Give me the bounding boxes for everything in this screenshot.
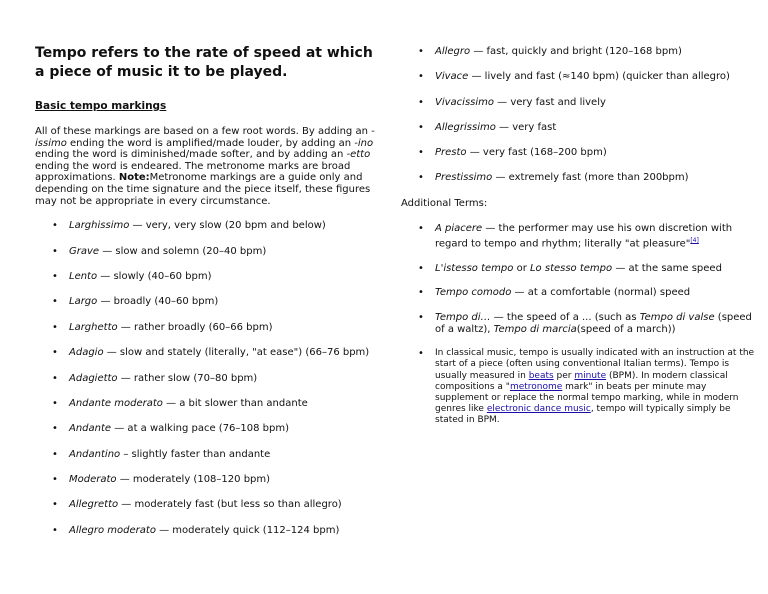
tempo-description: — moderately (108–120 bpm) [116, 474, 271, 486]
list-item: • L'istesso tempo or Lo stesso tempo — at the same speed [401, 263, 756, 275]
page-title: Tempo refers to the rate of speed at which a piece of music it to be played. [35, 45, 373, 80]
tempo-item [35, 347, 385, 372]
tempo-term: Adagio [69, 347, 104, 359]
tempo-description: — slow and solemn (20–40 bpm) [99, 245, 267, 257]
beats-link[interactable]: beats [528, 370, 554, 381]
tempo-description: — moderately quick (112–124 bpm) [155, 524, 340, 536]
tempo-term: Allegro moderato [69, 524, 156, 536]
tempo-description: — extremely fast (more than 200bpm) [492, 172, 689, 184]
tempo-term: Moderato [69, 474, 117, 486]
tempo-term: Vivacissimo [435, 96, 494, 108]
tempo-term: Larghetto [69, 321, 118, 333]
tempo-item [35, 246, 385, 271]
tempo-term: Prestissimo [435, 172, 493, 184]
tempo-term: Andantino [69, 448, 121, 460]
tempo-term: Grave [69, 245, 100, 257]
metronome-link[interactable]: metronome [509, 381, 563, 392]
tempo-term: Lento [69, 270, 98, 282]
tempo-term: Allegretto [69, 499, 119, 511]
tempo-item [401, 97, 756, 109]
tempo-item [35, 525, 385, 550]
tempo-term: Andante moderato [69, 397, 163, 409]
tempo-description: — broadly (40–60 bpm) [97, 296, 219, 308]
tempo-list-fast [401, 46, 756, 184]
tempo-term: Allegro [435, 46, 471, 57]
list-item: • In classical music, tempo is usually indicated with an instruction at the start of a piece (often using conventional Italian terms). Tempo is usually measured in beats per minute (BPM). In modern classical compositions a "metronome mark" in beats per minute may supplement or replace the normal tempo marking, while in modern genres like electronic dance music, tempo will typically simply be stated in BPM. [401, 348, 756, 426]
tempo-item [35, 296, 385, 321]
note-label: Note: [118, 172, 150, 184]
tempo-description: — rather slow (70–80 bpm) [117, 372, 258, 384]
tempo-description: — very fast [495, 121, 557, 133]
tempo-description: — at a walking pace (76–108 bpm) [111, 423, 290, 435]
tempo-item [401, 172, 756, 184]
tempo-term: Adagietto [69, 372, 118, 384]
tempo-item [401, 46, 756, 58]
left-column [35, 44, 385, 550]
tempo-description: – slightly faster than andante [120, 448, 271, 460]
list-item: • Tempo di… — the speed of a ... (such as Tempo di valse (speed of a waltz), Tempo di marcia(speed of a march)) [401, 312, 756, 336]
tempo-description: — slowly (40–60 bpm) [97, 270, 212, 282]
electronic-dance-music-link[interactable]: electronic dance music [486, 404, 591, 415]
tempo-item [35, 373, 385, 398]
tempo-item [35, 398, 385, 423]
tempo-description: — a bit slower than andante [162, 397, 308, 409]
list-item: • A piacere — the performer may use his own discretion with regard to tempo and rhythm; literally "at pleasure"[4] [401, 223, 756, 250]
list-item: • Tempo comodo — at a comfortable (normal) speed [401, 287, 756, 299]
tempo-term: Larghissimo [69, 220, 130, 232]
tempo-item [35, 220, 385, 245]
tempo-item [35, 499, 385, 524]
citation-link[interactable]: [4] [690, 236, 699, 244]
classical-music-note [401, 348, 756, 426]
tempo-item [35, 423, 385, 448]
minute-link[interactable]: minute [574, 370, 607, 381]
additional-terms-heading: Additional Terms: [401, 197, 488, 209]
additional-terms-list [401, 223, 756, 336]
tempo-description: — slow and stately (literally, "at ease") (66–76 bpm) [103, 347, 370, 359]
section-heading: Basic tempo markings [35, 100, 167, 112]
tempo-description: — very fast and lively [494, 96, 606, 108]
tempo-item [35, 474, 385, 499]
tempo-term: Andante [69, 423, 112, 435]
tempo-description: — fast, quickly and bright (120–168 bpm) [470, 46, 682, 57]
tempo-description: — rather broadly (60–66 bpm) [117, 321, 273, 333]
tempo-description: — moderately fast (but less so than allegro) [118, 499, 342, 511]
tempo-item [35, 271, 385, 296]
tempo-term: Allegrissimo [435, 121, 496, 133]
tempo-term: Presto [435, 147, 467, 159]
tempo-item [401, 147, 756, 159]
tempo-item [401, 71, 756, 83]
tempo-item [35, 449, 385, 474]
tempo-description: — lively and fast (≈140 bpm) (quicker than allegro) [468, 71, 730, 83]
tempo-description: — very, very slow (20 bpm and below) [129, 220, 326, 232]
tempo-term: Vivace [435, 71, 469, 83]
tempo-item [401, 122, 756, 134]
tempo-description: — very fast (168–200 bpm) [466, 147, 607, 159]
tempo-item [35, 322, 385, 347]
intro-paragraph: All of these markings are based on a few root words. By adding an -issimo ending the word is amplified/made louder, by adding an -ino ending the word is diminished/made softer, and by adding an -etto ending the word is endeared. The metronome marks are broad approximations. Note:Metronome markings are a guide only and depending on the time signature and the piece itself, these figures may not be appropriate in every circumstance. [35, 126, 375, 207]
tempo-list-basic [35, 220, 385, 550]
tempo-term: Largo [69, 296, 98, 308]
right-column [401, 46, 756, 440]
